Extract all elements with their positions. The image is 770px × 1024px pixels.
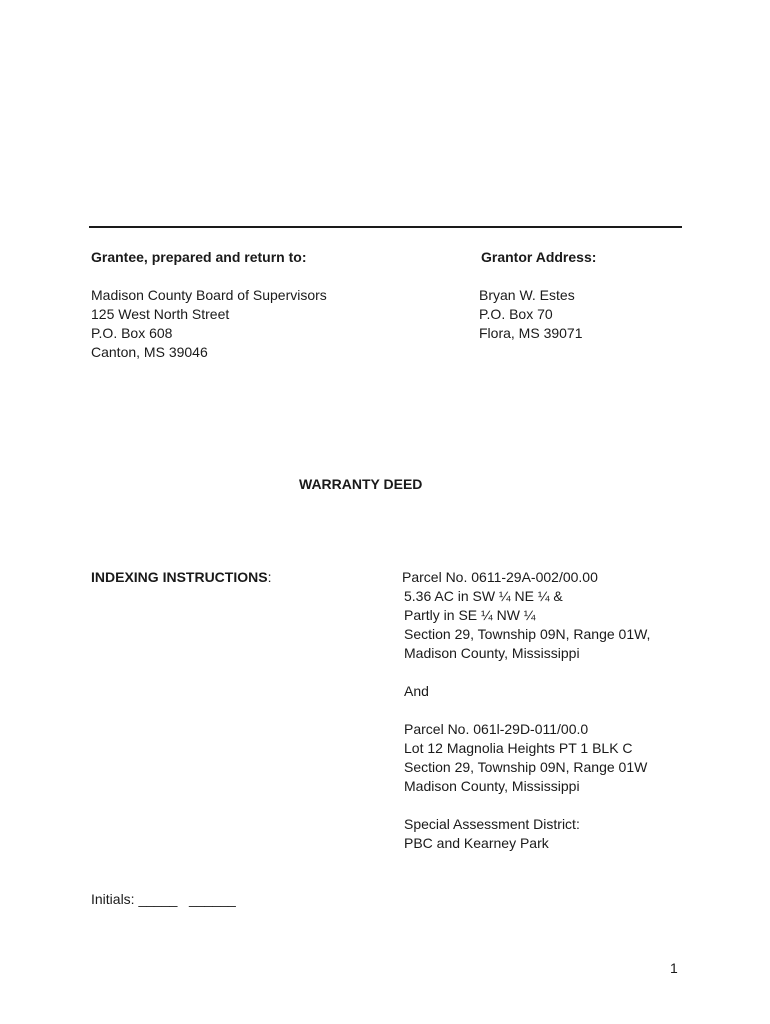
grantor-heading: Grantor Address:	[481, 249, 597, 265]
grantee-address	[91, 286, 327, 362]
parcel-line: 5.36 AC in SW ¼ NE ¼ &	[404, 588, 563, 604]
parcel-line: Section 29, Township 09N, Range 01W	[404, 759, 648, 775]
parcel-line: Madison County, Mississippi	[404, 645, 580, 661]
spacer	[404, 701, 650, 720]
grantee-address-line: Madison County Board of Supervisors	[91, 287, 327, 303]
grantee-address-line: Canton, MS 39046	[91, 344, 208, 360]
parcel-line: Parcel No. 061l-29D-011/00.0	[404, 721, 589, 737]
initials-line: Initials: _____ ______	[91, 891, 236, 907]
grantor-address-line: Bryan W. Estes	[479, 287, 575, 303]
special-district-line: Special Assessment District:	[404, 816, 580, 832]
grantee-address-line: 125 West North Street	[91, 306, 230, 322]
header-divider-rule	[89, 226, 682, 228]
parcel-line: Partly in SE ¼ NW ¼	[404, 607, 536, 623]
indexing-label-colon: :	[267, 569, 272, 585]
grantee-address-line: P.O. Box 608	[91, 325, 173, 341]
spacer	[404, 663, 650, 682]
grantor-address-line: P.O. Box 70	[479, 306, 553, 322]
grantor-address	[479, 286, 583, 343]
parcel-line: Parcel No. 0611-29A-002/00.00	[402, 569, 598, 585]
indexing-label-text: INDEXING INSTRUCTIONS	[91, 569, 268, 585]
page-number: 1	[670, 960, 678, 976]
conjunction-text: And	[404, 683, 429, 699]
spacer	[404, 796, 650, 815]
indexing-instructions-label	[91, 568, 271, 587]
grantor-address-line: Flora, MS 39071	[479, 325, 583, 341]
document-title: WARRANTY DEED	[299, 476, 423, 492]
grantee-heading: Grantee, prepared and return to:	[91, 249, 307, 265]
indexing-instructions-content	[404, 568, 650, 853]
special-district-line: PBC and Kearney Park	[404, 835, 549, 851]
parcel-line: Lot 12 Magnolia Heights PT 1 BLK C	[404, 740, 633, 756]
parcel-line: Madison County, Mississippi	[404, 778, 580, 794]
parcel-line: Section 29, Township 09N, Range 01W,	[404, 626, 651, 642]
